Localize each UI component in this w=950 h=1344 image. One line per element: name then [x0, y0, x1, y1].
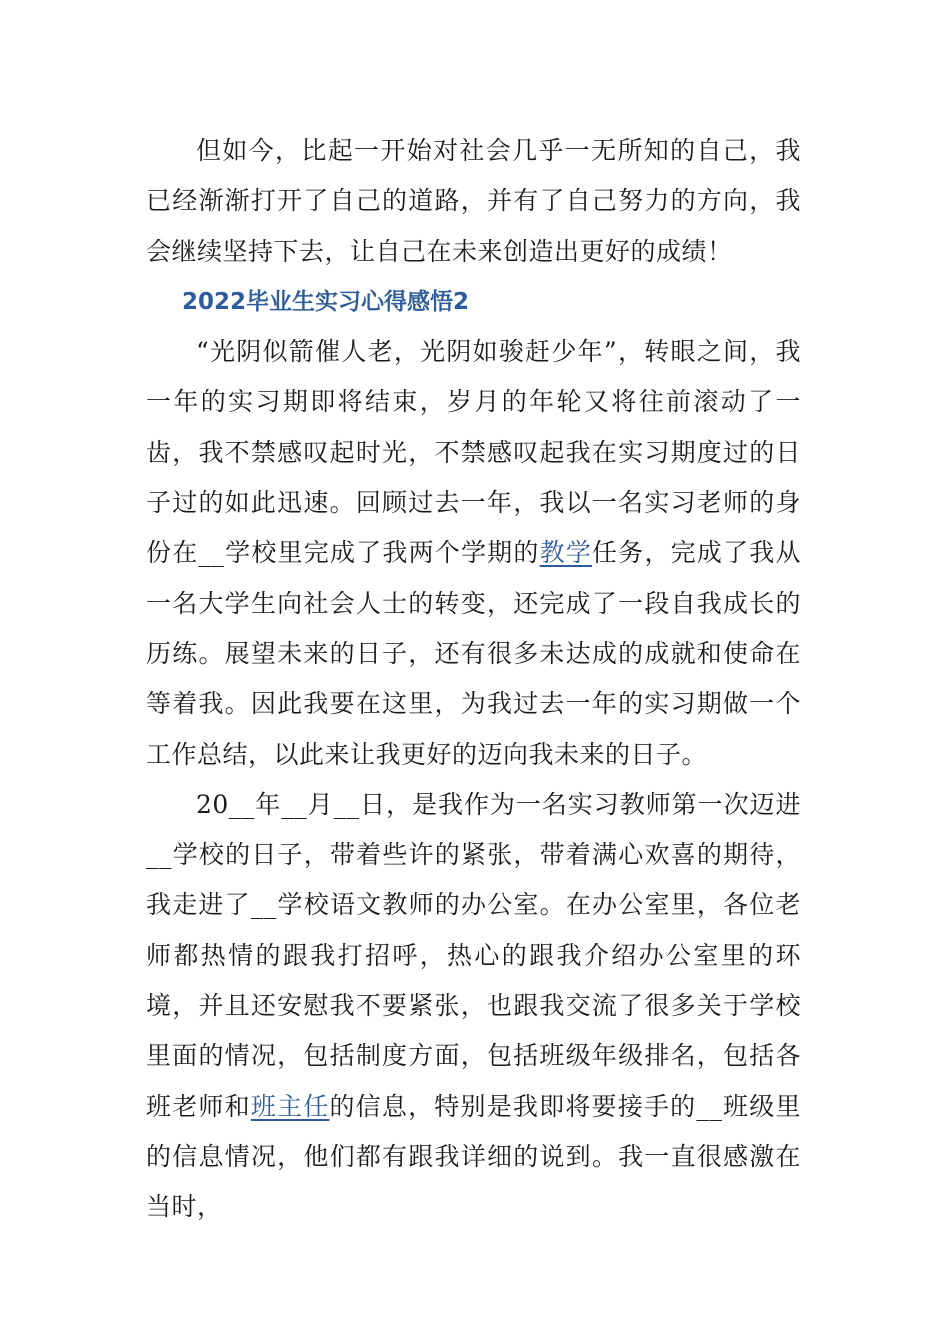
paragraph-first-day-text-1: 20__年__月__日，是我作为一名实习教师第一次迈进__学校的日子，带着些许的紧张，带着满心欢喜的期待，我走进了__学校语文教师的办公室。在办公室里，各位老师都热情的跟我打招呼，热心的跟我介绍办公室里的环境，并且还安慰我不要紧张，也跟我交流了很多关于学校里面的情况，包括制度方面，包括班级年级排名，包括各班老师和	[146, 789, 801, 1121]
document-body	[146, 126, 801, 1233]
section-heading: 2022毕业生实习心得感悟2	[182, 288, 470, 315]
paragraph-intro-text-1: “光阴似箭催人老，光阴如骏赶少年”，转眼之间，我一年的实习期即将结束，岁月的年轮又将往前滚动了一齿，我不禁感叹起时光，不禁感叹起我在实习期度过的日子过的如此迅速。回顾过去一年，我以一名实习老师的身份在__学校里完成了我两个学期的	[146, 337, 801, 568]
paragraph-intro	[146, 327, 801, 780]
paragraph-first-day	[146, 780, 801, 1233]
paragraph-first-day-text-2: 的信息，特别是我即将要接手的__班级里的信息情况，他们都有跟我详细的说到。我一直很感激在当时，	[146, 1091, 801, 1222]
paragraph-conclusion: 但如今，比起一开始对社会几乎一无所知的自己，我已经渐渐打开了自己的道路，并有了自己努力的方向，我会继续坚持下去，让自己在未来创造出更好的成绩！	[146, 136, 801, 266]
head-teacher-link[interactable]: 班主任	[250, 1091, 330, 1121]
teaching-link[interactable]: 教学	[539, 538, 593, 568]
paragraph-intro-text-2: 任务，完成了我从一名大学生向社会人士的转变，还完成了一段自我成长的历练。展望未来的日子，还有很多未达成的成就和使命在等着我。因此我要在这里，为我过去一年的实习期做一个工作总结，以此来让我更好的迈向我未来的日子。	[146, 538, 801, 769]
